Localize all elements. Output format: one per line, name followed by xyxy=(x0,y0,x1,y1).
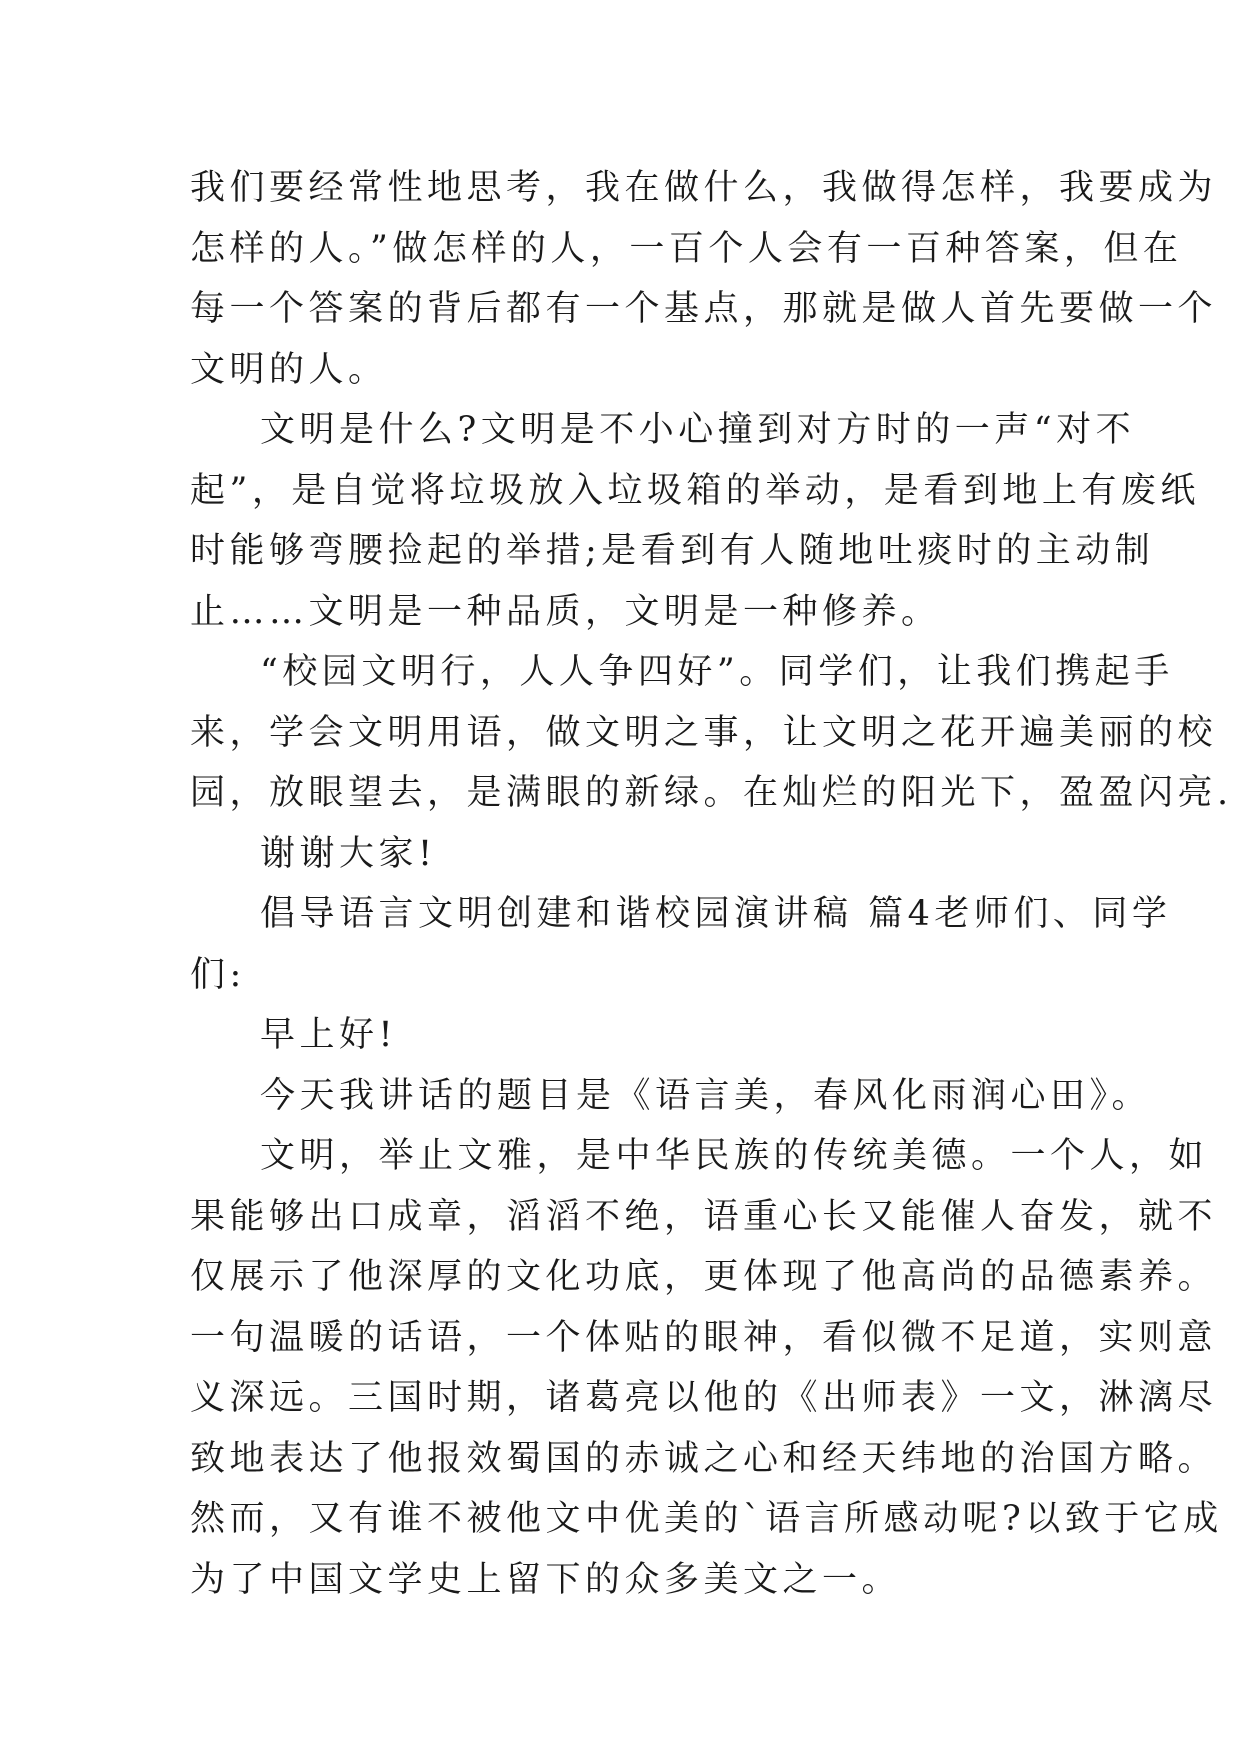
text-line: 怎样的人。”做怎样的人，一百个人会有一百种答案，但在 xyxy=(190,228,1183,269)
text-line: 为了中国文学史上留下的众多美文之一。 xyxy=(190,1559,902,1600)
text-line: 仅展示了他深厚的文化功底，更体现了他高尚的品德素养。 xyxy=(190,1257,1218,1297)
text-line: 致地表达了他报效蜀国的赤诚之心和经天纬地的治国方略。 xyxy=(190,1438,1218,1479)
text-line: 时能够弯腰捡起的举措;是看到有人随地吐痰时的主动制 xyxy=(190,531,1155,571)
text-line: 园，放眼望去，是满眼的新绿。在灿烂的阳光下，盈盈闪亮. xyxy=(190,773,1233,813)
text-line: 早上好! xyxy=(260,1015,398,1055)
text-line: 一句温暖的话语，一个体贴的眼神，看似微不足道，实则意 xyxy=(190,1317,1218,1358)
text-line: 止……文明是一种品质，文明是一种修养。 xyxy=(190,591,941,632)
text-line: 果能够出口成章，滔滔不绝，语重心长又能催人奋发，就不 xyxy=(190,1196,1218,1237)
text-line: 谢谢大家! xyxy=(260,833,437,874)
text-line: “校园文明行，人人争四好”。同学们，让我们携起手 xyxy=(260,652,1174,692)
text-line: 起”，是自觉将垃圾放入垃圾箱的举动，是看到地上有废纸 xyxy=(190,470,1200,511)
text-line: 文明的人。 xyxy=(190,349,388,390)
text-line: 们: xyxy=(190,954,246,995)
text-line: 倡导语言文明创建和谐校园演讲稿 篇4老师们、同学 xyxy=(260,894,1172,934)
text-line: 来，学会文明用语，做文明之事，让文明之花开遍美丽的校 xyxy=(190,712,1218,753)
text-line: 我们要经常性地思考，我在做什么，我做得怎样，我要成为 xyxy=(190,168,1218,208)
text-line: 义深远。三国时期，诸葛亮以他的《出师表》一文，淋漓尽 xyxy=(190,1378,1218,1418)
text-line: 然而，又有谁不被他文中优美的`语言所感动呢?以致于它成 xyxy=(190,1499,1223,1539)
document-body xyxy=(190,158,1233,1610)
text-line: 今天我讲话的题目是《语言美，春风化雨润心田》。 xyxy=(260,1075,1152,1116)
text-line: 文明是什么?文明是不小心撞到对方时的一声“对不 xyxy=(260,410,1136,450)
text-line: 文明，举止文雅，是中华民族的传统美德。一个人，如 xyxy=(260,1136,1209,1176)
text-line: 每一个答案的背后都有一个基点，那就是做人首先要做一个 xyxy=(190,289,1218,329)
